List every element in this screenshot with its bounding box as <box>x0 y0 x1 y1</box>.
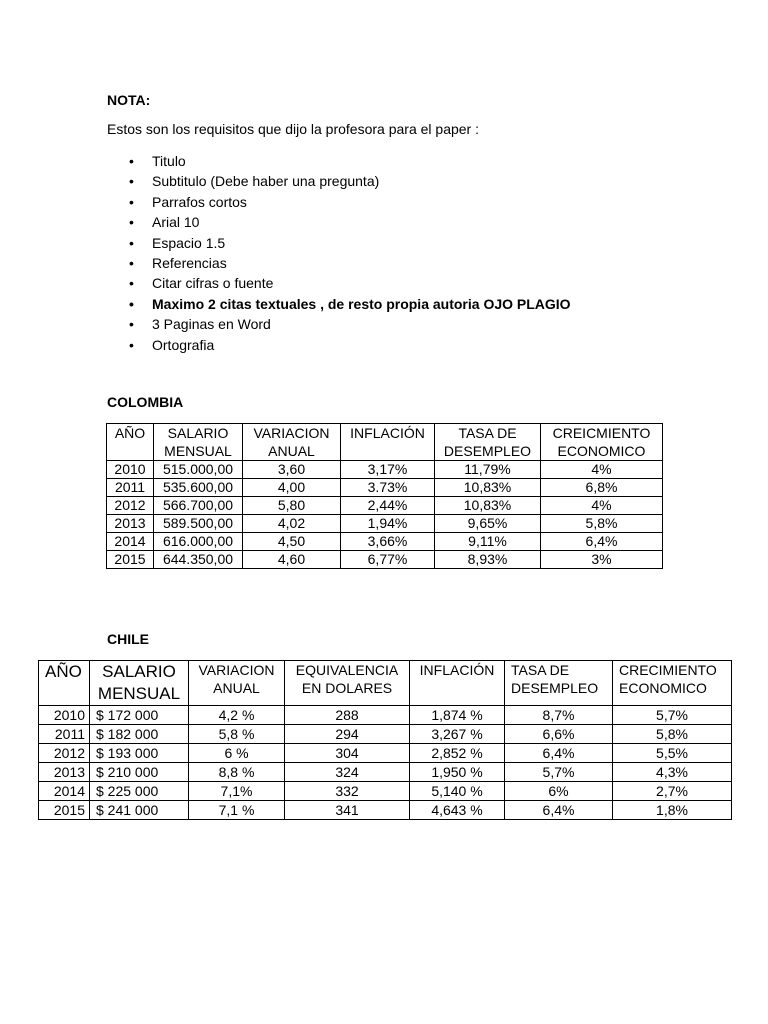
list-item-text: Titulo <box>152 153 186 169</box>
cell-unemployment: 9,11% <box>435 533 541 551</box>
cell-unemployment: 8,93% <box>435 551 541 569</box>
requirements-list <box>107 151 571 355</box>
cell-unemployment: 10,83% <box>435 479 541 497</box>
cell-growth: 4,3% <box>613 763 732 782</box>
cell-usd-equivalence: 324 <box>285 763 410 782</box>
cell-year: 2013 <box>39 763 90 782</box>
bullet-icon: • <box>129 336 134 353</box>
cell-unemployment: 6,4% <box>505 801 613 820</box>
list-item-text: Arial 10 <box>152 214 200 231</box>
note-intro: Estos son los requisitos que dijo la profesora para el paper : <box>107 121 479 137</box>
cell-salary: 616.000,00 <box>154 533 243 551</box>
bullet-icon: • <box>129 214 134 231</box>
cell-growth: 2,7% <box>613 782 732 801</box>
table-row <box>107 479 663 497</box>
list-item-text: Parrafos cortos <box>152 193 247 210</box>
column-header-usd-equivalence: EQUIVALENCIA EN DOLARES <box>285 661 410 706</box>
cell-inflation: 1,950 % <box>410 763 505 782</box>
cell-salary: 644.350,00 <box>154 551 243 569</box>
cell-salary: $ 172 000 <box>90 706 189 725</box>
cell-salary: 566.700,00 <box>154 497 243 515</box>
cell-variation: 5,80 <box>243 497 341 515</box>
cell-variation: 4,2 % <box>189 706 285 725</box>
cell-salary: 589.500,00 <box>154 515 243 533</box>
table-header-row <box>39 661 732 706</box>
cell-inflation: 3,17% <box>341 461 435 479</box>
table-row <box>39 801 732 820</box>
cell-growth: 5,5% <box>613 744 732 763</box>
cell-variation: 3,60 <box>243 461 341 479</box>
cell-year: 2012 <box>39 744 90 763</box>
cell-salary: $ 193 000 <box>90 744 189 763</box>
cell-year: 2011 <box>107 479 154 497</box>
cell-variation: 6 % <box>189 744 285 763</box>
cell-usd-equivalence: 294 <box>285 725 410 744</box>
bullet-icon: • <box>129 254 134 271</box>
list-item-text: 3 Paginas en Word <box>152 316 271 333</box>
cell-inflation: 2,852 % <box>410 744 505 763</box>
table-row <box>39 706 732 725</box>
table-row <box>39 744 732 763</box>
list-item-text: Referencias <box>152 254 227 271</box>
cell-inflation: 1,874 % <box>410 706 505 725</box>
cell-year: 2010 <box>107 461 154 479</box>
cell-growth: 4% <box>541 497 663 515</box>
cell-growth: 1,8% <box>613 801 732 820</box>
cell-inflation: 4,643 % <box>410 801 505 820</box>
cell-salary: $ 241 000 <box>90 801 189 820</box>
cell-year: 2015 <box>39 801 90 820</box>
cell-unemployment: 6% <box>505 782 613 801</box>
cell-unemployment: 6,4% <box>505 744 613 763</box>
column-header-inflation: INFLACIÓN <box>410 661 505 706</box>
note-title: NOTA: <box>107 92 151 108</box>
column-header-inflation: INFLACIÓN <box>341 424 435 461</box>
list-item-text: Espacio 1.5 <box>152 234 226 251</box>
list-item-text: Subtitulo (Debe haber una pregunta) <box>152 173 380 190</box>
bullet-icon: • <box>129 275 134 292</box>
cell-variation: 5,8 % <box>189 725 285 744</box>
cell-growth: 3% <box>541 551 663 569</box>
cell-unemployment: 8,7% <box>505 706 613 725</box>
cell-salary: 515.000,00 <box>154 461 243 479</box>
list-item-text: Ortografia <box>152 336 215 353</box>
column-header-growth: CRECIMIENTO ECONOMICO <box>613 661 732 706</box>
column-header-year: AÑO <box>39 661 90 706</box>
list-item <box>107 335 571 355</box>
column-header-salary: SALARIO MENSUAL <box>154 424 243 461</box>
list-item <box>107 253 571 273</box>
list-item <box>107 171 571 191</box>
cell-growth: 5,8% <box>613 725 732 744</box>
list-item <box>107 233 571 253</box>
cell-year: 2010 <box>39 706 90 725</box>
bullet-icon: • <box>129 295 134 312</box>
colombia-table <box>106 423 663 569</box>
column-header-unemployment: TASA DE DESEMPLEO <box>505 661 613 706</box>
cell-salary: $ 182 000 <box>90 725 189 744</box>
cell-growth: 6,4% <box>541 533 663 551</box>
bullet-icon: • <box>129 153 134 169</box>
bullet-icon: • <box>129 173 134 190</box>
cell-inflation: 3.73% <box>341 479 435 497</box>
cell-variation: 4,50 <box>243 533 341 551</box>
cell-usd-equivalence: 288 <box>285 706 410 725</box>
column-header-salary: SALARIO MENSUAL <box>90 661 189 706</box>
column-header-unemployment: TASA DE DESEMPLEO <box>435 424 541 461</box>
bullet-icon: • <box>129 234 134 251</box>
cell-inflation: 5,140 % <box>410 782 505 801</box>
column-header-year: AÑO <box>107 424 154 461</box>
cell-usd-equivalence: 304 <box>285 744 410 763</box>
table-row <box>107 497 663 515</box>
list-item-text: Maximo 2 citas textuales , de resto propia autoria OJO PLAGIO <box>152 295 571 312</box>
cell-year: 2011 <box>39 725 90 744</box>
cell-growth: 6,8% <box>541 479 663 497</box>
column-header-variation: VARIACION ANUAL <box>189 661 285 706</box>
cell-inflation: 3,66% <box>341 533 435 551</box>
table-row <box>107 461 663 479</box>
cell-year: 2014 <box>107 533 154 551</box>
cell-unemployment: 11,79% <box>435 461 541 479</box>
cell-unemployment: 10,83% <box>435 497 541 515</box>
cell-year: 2015 <box>107 551 154 569</box>
cell-usd-equivalence: 341 <box>285 801 410 820</box>
table-row <box>107 515 663 533</box>
cell-inflation: 2,44% <box>341 497 435 515</box>
list-item <box>107 314 571 334</box>
table-row <box>107 551 663 569</box>
cell-variation: 4,02 <box>243 515 341 533</box>
cell-variation: 7,1 % <box>189 801 285 820</box>
cell-year: 2013 <box>107 515 154 533</box>
cell-salary: $ 225 000 <box>90 782 189 801</box>
cell-salary: 535.600,00 <box>154 479 243 497</box>
list-item <box>107 273 571 293</box>
cell-usd-equivalence: 332 <box>285 782 410 801</box>
cell-variation: 4,60 <box>243 551 341 569</box>
colombia-title: COLOMBIA <box>107 394 184 410</box>
cell-unemployment: 9,65% <box>435 515 541 533</box>
table-header-row <box>107 424 663 461</box>
cell-growth: 5,7% <box>613 706 732 725</box>
cell-year: 2014 <box>39 782 90 801</box>
list-item-text: Citar cifras o fuente <box>152 275 274 292</box>
cell-variation: 8,8 % <box>189 763 285 782</box>
column-header-growth: CREICMIENTO ECONOMICO <box>541 424 663 461</box>
cell-variation: 7,1% <box>189 782 285 801</box>
cell-inflation: 6,77% <box>341 551 435 569</box>
list-item <box>107 151 571 171</box>
chile-title: CHILE <box>107 631 149 647</box>
list-item <box>107 212 571 232</box>
cell-unemployment: 6,6% <box>505 725 613 744</box>
chile-table <box>38 660 732 820</box>
table-row <box>39 782 732 801</box>
list-item <box>107 192 571 212</box>
cell-unemployment: 5,7% <box>505 763 613 782</box>
cell-inflation: 3,267 % <box>410 725 505 744</box>
cell-inflation: 1,94% <box>341 515 435 533</box>
bullet-icon: • <box>129 193 134 210</box>
cell-growth: 4% <box>541 461 663 479</box>
cell-year: 2012 <box>107 497 154 515</box>
bullet-icon: • <box>129 316 134 333</box>
cell-growth: 5,8% <box>541 515 663 533</box>
column-header-variation: VARIACION ANUAL <box>243 424 341 461</box>
cell-variation: 4,00 <box>243 479 341 497</box>
table-row <box>39 725 732 744</box>
cell-salary: $ 210 000 <box>90 763 189 782</box>
table-row <box>39 763 732 782</box>
table-row <box>107 533 663 551</box>
list-item <box>107 294 571 314</box>
